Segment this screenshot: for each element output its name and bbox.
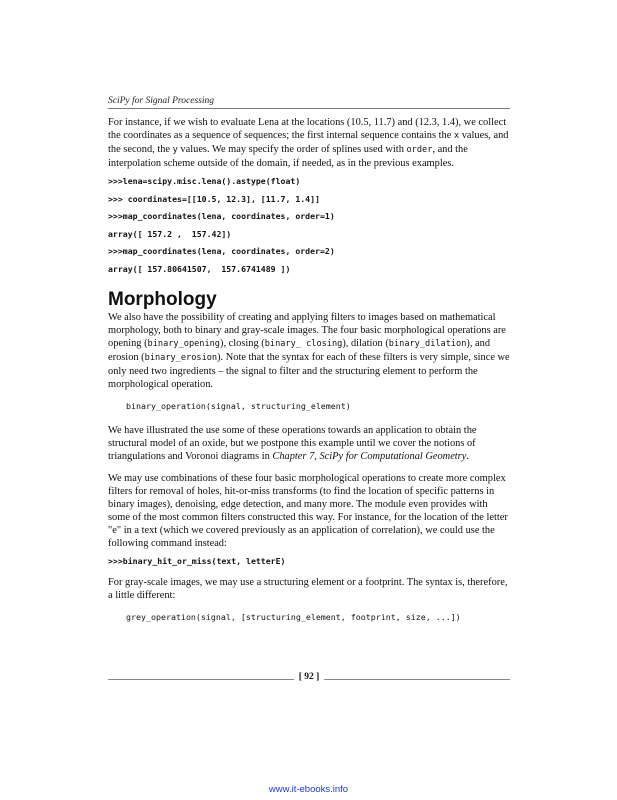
- code-block-lena: [108, 173, 510, 279]
- intro-paragraph: [108, 116, 510, 170]
- intro-text-3: values. We may specify the order of splines used with: [177, 144, 407, 155]
- illustrated-paragraph: [108, 424, 510, 463]
- intro-text-4: , and the interpolation scheme outside of the domain, if needed, as in the previous examples.: [108, 144, 468, 169]
- page-number: [ 92 ]: [298, 672, 320, 682]
- code-line: array([ 157.80641507, 157.6741489 ]): [108, 263, 291, 274]
- morph-text-2: ), closing (: [219, 337, 265, 349]
- code-line: >>> coordinates=[[10.5, 12.3], [11.7, 1.4]]: [108, 193, 320, 204]
- intro-code-order: order: [406, 145, 433, 155]
- intro-code-x: x: [453, 131, 460, 141]
- code-hit-or-miss: >>>binary_hit_or_miss(text, letterE): [108, 555, 286, 566]
- intro-code-y: y: [172, 145, 178, 155]
- morph-text-3: ), dilation (: [342, 337, 389, 349]
- grayscale-paragraph: For gray-scale images, we may use a structuring element or a footprint. The syntax is, therefore, a little different:: [108, 577, 508, 602]
- illustrated-text-2: .: [466, 450, 469, 462]
- morph-code-erosion: binary_erosion: [144, 352, 218, 363]
- intro-text-1: For instance, if we wish to evaluate Lena at the locations (10.5, 11.7) and (12.3, 1.4), we collect the coordinates as a sequence of sequences; the first internal sequence contains the: [108, 117, 507, 141]
- code-binary-operation: binary_operation(signal, structuring_element): [126, 400, 351, 411]
- code-grey-operation: grey_operation(signal, [structuring_element, footprint, size, ...]): [126, 612, 461, 623]
- code-line: >>>map_coordinates(lena, coordinates, order=1): [108, 211, 335, 222]
- code-line: array([ 157.2 , 157.42]): [108, 228, 232, 239]
- running-header: SciPy for Signal Processing: [108, 96, 214, 106]
- code-line: >>>map_coordinates(lena, coordinates, order=2): [108, 246, 335, 257]
- chapter-reference: Chapter 7, SciPy for Computational Geometry: [272, 450, 467, 462]
- intro-text-2: values, and the second, the: [108, 130, 509, 155]
- morph-code-opening: binary_opening: [147, 338, 220, 349]
- morph-text-1: We also have the possibility of creating and applying filters to images based on mathematical morphology, both to binary and gray-scale images. The four basic morphological operations are opening (: [108, 311, 506, 349]
- footer-rule-right: [324, 679, 510, 680]
- morph-code-dilation: binary_dilation: [388, 338, 467, 349]
- page-content: [108, 116, 510, 622]
- combinations-paragraph: We may use combinations of these four basic morphological operations to create more complex filters for removal of holes, hit-or-miss transforms (to find the location of specific patterns in binary images), denoising, edge detection, and many more. The module even provides with some of the most common filters constructed this way. For instance, for the location of the letter "e" in a text (which we covered previously as an application of correlation), we could use the following command instead:: [108, 472, 508, 549]
- morph-code-closing: binary_ closing: [264, 338, 343, 349]
- page-footer: [108, 672, 510, 686]
- section-heading-morphology: Morphology: [108, 288, 217, 310]
- header-rule: [108, 108, 510, 109]
- morph-text-5: ). Note that the syntax for each of these filters is very simple, since we only need two ingredients – the signal to filter and the structuring element to perform the morphological operation.: [108, 351, 510, 390]
- watermark-link[interactable]: www.it-ebooks.info: [268, 784, 349, 795]
- code-line: >>>lena=scipy.misc.lena().astype(float): [108, 176, 301, 186]
- morph-text-4: ), and erosion (: [108, 337, 491, 363]
- illustrated-text-1: We have illustrated the use some of these operations towards an application to obtain the structural model of an oxide, but we postpone this example until we cover the notions of triangulations and Voronoi diagrams in: [108, 424, 477, 462]
- morphology-paragraph: [108, 311, 510, 391]
